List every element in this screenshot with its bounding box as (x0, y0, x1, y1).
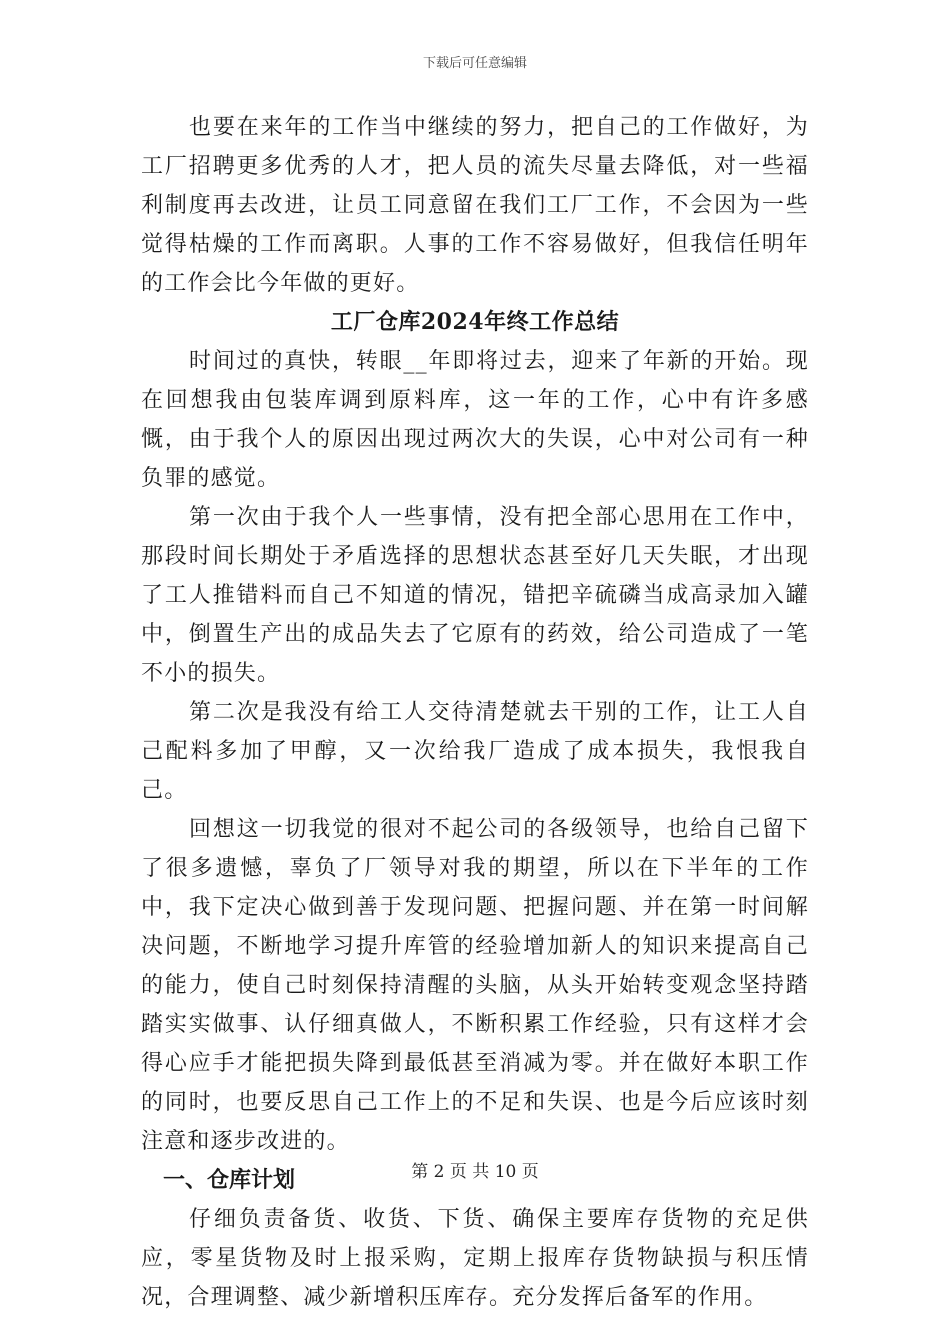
page-header-note: 下载后可任意编辑 (422, 56, 527, 71)
page-number: 第 2 页 共 10 页 (411, 1162, 539, 1182)
paragraph-warehouse-plan: 仔细负责备货、收货、下货、确保主要库存货物的充足供应，零星货物及时上报采购，定期上报库存货物缺损与积压情况，合理调整、减少新增积压库存。充分发挥后备军的作用。 (141, 1207, 809, 1310)
paragraph-intro: 时间过的真快，转眼__年即将过去，迎来了年新的开始。现在回想我由包装库调到原料库，这一年的工作，心中有许多感慨，由于我个人的原因出现过两次大的失误，心中对公司有一种负罪的感觉。 (141, 349, 809, 491)
document-body (141, 108, 809, 1317)
paragraph-first-mistake: 第一次由于我个人一些事情，没有把全部心思用在工作中，那段时间长期处于矛盾选择的思想状态甚至好几天失眠，才出现了工人推错料而自己不知道的情况，错把辛硫磷当成高录加入罐中，倒置生产出的成品失去了它原有的药效，给公司造成了一笔不小的损失。 (141, 505, 809, 686)
paragraph-second-mistake: 第二次是我没有给工人交待清楚就去干别的工作，让工人自己配料多加了甲醇，又一次给我厂造成了成本损失，我恨我自己。 (141, 700, 809, 803)
section-heading-warehouse-plan: 一、仓库计划 (163, 1167, 296, 1193)
paragraph-continuation: 也要在来年的工作当中继续的努力，把自己的工作做好，为工厂招聘更多优秀的人才，把人员的流失尽量去降低，对一些福利制度再去改进，让员工同意留在我们工厂工作，不会因为一些觉得枯燥的工作而离职。人事的工作不容易做好，但我信任明年的工作会比今年做的更好。 (141, 115, 809, 296)
document-title: 工厂仓库2024年终工作总结 (330, 309, 620, 335)
paragraph-reflection: 回想这一切我觉的很对不起公司的各级领导，也给自己留下了很多遗憾，辜负了厂领导对我的期望，所以在下半年的工作中，我下定决心做到善于发现问题、把握问题、并在第一时间解决问题，不断地学习提升库管的经验增加新人的知识来提高自己的能力，使自己时刻保持清醒的头脑，从头开始转变观念坚持踏踏实实做事、认仔细真做人，不断积累工作经验，只有这样才会得心应手才能把损失降到最低甚至消减为零。并在做好本职工作的同时，也要反思自己工作上的不足和失误、也是今后应该时刻注意和逐步改进的。 (141, 817, 809, 1154)
